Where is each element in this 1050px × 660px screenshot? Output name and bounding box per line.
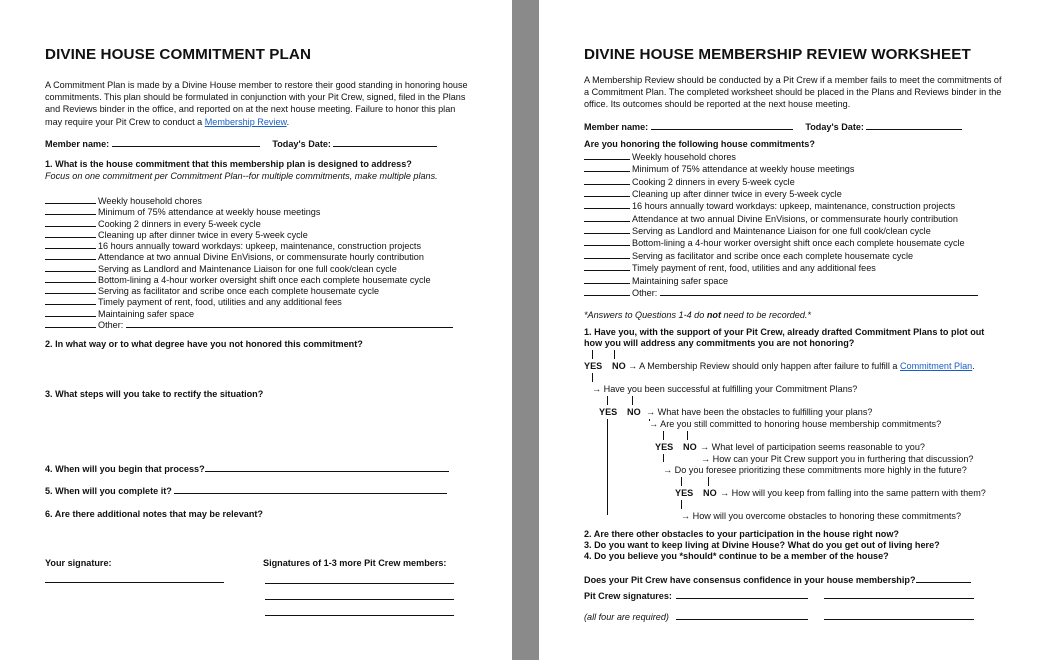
checklist-label: Serving as facilitator and scribe once each complete housemate cycle	[632, 250, 914, 261]
answers-note-bold: not	[706, 310, 721, 320]
page-title: DIVINE HOUSE COMMITMENT PLAN	[45, 46, 312, 63]
checklist-label: Serving as Landlord and Maintenance Liaison for one full cook/clean cycle	[632, 226, 931, 237]
flow-still-question: Are you still committed to honoring house membership commitments?	[660, 419, 942, 429]
checklist-label: Other:	[98, 319, 124, 330]
flow-no-3-question: What level of participation seems reasonable to you?	[711, 442, 925, 452]
answers-note-pre: *Answers to Questions 1-4 do	[584, 310, 707, 320]
flow-no-4: NO	[703, 488, 717, 498]
your-signature-line[interactable]	[45, 582, 224, 583]
other-field[interactable]	[126, 319, 453, 328]
commitment-plan-page	[0, 0, 512, 660]
checklist-item	[45, 274, 431, 286]
flow-support-question: How can your Pit Crew support you in furthering that discussion?	[712, 454, 974, 464]
checklist-blank[interactable]	[45, 206, 96, 215]
question-6: 6. Are there additional notes that may be relevant?	[45, 509, 263, 519]
checklist-item	[45, 218, 261, 230]
consensus-field[interactable]	[916, 574, 971, 583]
question-1-note: Focus on one commitment per Commitment Plan--for multiple commitments, make multiple plans.	[45, 171, 438, 181]
checklist-item	[584, 275, 728, 287]
checklist-label: Serving as facilitator and scribe once each complete housemate cycle	[98, 286, 380, 296]
flow-foresee-text	[663, 465, 967, 476]
membership-review-page	[539, 0, 1050, 660]
checklist-label: Cleaning up after dinner twice in every 5-week cycle	[632, 189, 842, 200]
checklist-label: Minimum of 75% attendance at weekly house meetings	[98, 207, 321, 218]
checklist-label: Cleaning up after dinner twice in every 5-week cycle	[98, 229, 308, 240]
flow-connector	[607, 396, 608, 405]
today-date-label: Today's Date:	[272, 139, 331, 149]
checklist-label: Attendance at two annual Divine EnVisions, or commensurate hourly contribution	[632, 213, 958, 224]
arrow-icon: →	[720, 488, 730, 498]
flow-connector	[592, 350, 593, 359]
checklist-label: Bottom-lining a 4-hour worker oversight shift once each complete housemate cycle	[632, 238, 965, 249]
flow-no-1-text	[628, 361, 975, 372]
checklist-item	[45, 251, 424, 263]
pit-crew-signature-line-1[interactable]	[676, 598, 808, 599]
question-2: 2. In what way or to what degree have you not honored this commitment?	[45, 339, 363, 349]
checklist-blank[interactable]	[45, 274, 96, 283]
checklist-item	[45, 229, 308, 241]
checklist-blank[interactable]	[45, 251, 96, 260]
member-name-row	[584, 121, 962, 133]
checklist-blank[interactable]	[584, 250, 630, 259]
checklist-item	[584, 188, 842, 200]
checklist-blank[interactable]	[584, 287, 630, 296]
checklist-item	[584, 250, 913, 262]
checklist-item	[584, 163, 854, 175]
checklist-item	[45, 195, 202, 207]
checklist-blank[interactable]	[584, 237, 630, 246]
flow-yes-1: YES	[584, 361, 603, 371]
checklist-label: Maintaining safer space	[632, 275, 729, 286]
all-four-required-note: (all four are required)	[584, 612, 669, 622]
other-field[interactable]	[660, 287, 978, 296]
today-date-label: Today's Date:	[805, 122, 864, 132]
crew-signatures-label: Signatures of 1-3 more Pit Crew members:	[263, 558, 447, 568]
question-2: 2. Are there other obstacles to your participation in the house right now?	[584, 529, 899, 539]
flow-yes-2: YES	[599, 407, 618, 417]
answers-note-post: need to be recorded.*	[720, 310, 811, 320]
flow-yes-3: YES	[655, 442, 674, 452]
checklist-label: Cooking 2 dinners in every 5-week cycle	[98, 218, 261, 229]
page-title: DIVINE HOUSE MEMBERSHIP REVIEW WORKSHEET	[584, 46, 971, 63]
flow-connector	[708, 477, 709, 486]
intro-text: A Commitment Plan is made by a Divine House member to restore their good standing in honoring house commitments. This plan should be formulated in conjunction with your Pit Crew, signed, filed in the Plans and Reviews binder in the office, and reported on at the next house meeting. Failure to honor this plan may require your Pit Crew to conduct a	[45, 80, 468, 127]
arrow-icon: →	[592, 384, 602, 394]
checklist-item	[45, 296, 342, 308]
crew-signature-line-1[interactable]	[265, 583, 454, 584]
flow-connector	[687, 431, 688, 440]
checklist-label: Cooking 2 dinners in every 5-week cycle	[632, 176, 795, 187]
checklist-label: Weekly household chores	[632, 152, 736, 162]
arrow-icon: →	[700, 442, 710, 452]
question-5: 5. When will you complete it?	[45, 486, 172, 496]
checklist-label: 16 hours annually toward workdays: upkeep, maintenance, construction projects	[98, 241, 422, 251]
intro-paragraph	[45, 79, 470, 128]
checklist-label: Weekly household chores	[98, 196, 202, 206]
checklist-item	[584, 225, 931, 237]
checklist-blank[interactable]	[584, 225, 630, 234]
checklist-label: Minimum of 75% attendance at weekly house meetings	[632, 164, 855, 175]
question-4-row	[45, 463, 449, 475]
intro-paragraph: A Membership Review should be conducted by a Pit Crew if a member fails to meet the commitments of a Commitment Plan. The completed worksheet should be placed in the Plans and Reviews binder in the office. Its outcomes should be reported at the next house meeting.	[584, 75, 1002, 110]
checklist-item	[45, 240, 421, 252]
flow-no-2-text	[646, 407, 872, 418]
question-4: 4. Do you believe you *should* continue to be a member of the house?	[584, 551, 889, 561]
flow-connector	[663, 431, 664, 440]
question-1-line-2: how you will address any commitments you are not honoring?	[584, 338, 855, 348]
flow-no-1: NO	[612, 361, 626, 371]
question-5-row	[45, 485, 447, 497]
flow-no-2: NO	[627, 407, 641, 417]
checklist-item	[45, 308, 194, 320]
flow-connector	[592, 373, 593, 382]
checklist-label: Other:	[632, 287, 658, 298]
question-5-field[interactable]	[174, 485, 447, 494]
checklist-blank[interactable]	[584, 262, 630, 271]
checklist-item	[584, 262, 876, 274]
checklist-item	[45, 263, 397, 275]
flow-connector	[681, 477, 682, 486]
checklist-blank[interactable]	[45, 296, 96, 305]
flow-overcome-text	[681, 511, 961, 522]
flow-yes-1-text	[592, 384, 857, 395]
checklist-label: Timely payment of rent, food, utilities and any additional fees	[632, 263, 876, 274]
checklist-blank[interactable]	[584, 176, 630, 185]
member-name-row	[45, 138, 437, 150]
commitment-plan-link[interactable]: Commitment Plan	[899, 361, 973, 371]
checklist-blank[interactable]	[584, 188, 630, 197]
checklist-blank[interactable]	[584, 200, 630, 209]
membership-review-link[interactable]: Membership Review	[204, 116, 287, 127]
checklist-blank[interactable]	[584, 163, 630, 172]
flow-connector	[681, 500, 682, 509]
arrow-icon: →	[681, 511, 691, 521]
flow-connector	[614, 350, 615, 359]
consensus-row	[584, 574, 971, 586]
arrow-icon: →	[646, 407, 656, 417]
flow-connector	[663, 454, 664, 462]
checklist-blank[interactable]	[45, 218, 96, 227]
checklist-item	[45, 206, 320, 218]
flow-no-2-question: What have been the obstacles to fulfilling your plans?	[657, 407, 873, 417]
question-1: 1. What is the house commitment that this membership plan is designed to address?	[45, 159, 412, 169]
member-name-field[interactable]	[651, 121, 793, 130]
crew-signature-line-3[interactable]	[265, 615, 454, 616]
checklist-label: 16 hours annually toward workdays: upkeep, maintenance, construction projects	[632, 201, 956, 212]
intro-end: .	[286, 116, 290, 127]
arrow-icon: →	[663, 465, 673, 475]
checklist-blank[interactable]	[584, 213, 630, 222]
question-4: 4. When will you begin that process?	[45, 464, 205, 474]
checklist-label: Serving as Landlord and Maintenance Liaison for one full cook/clean cycle	[98, 263, 397, 274]
flow-yes-4: YES	[675, 488, 694, 498]
flow-yes-1-question: Have you been successful at fulfilling your Commitment Plans?	[603, 384, 858, 394]
checklist-blank[interactable]	[45, 319, 96, 328]
answers-note	[584, 310, 811, 321]
checklist-blank[interactable]	[45, 308, 96, 317]
honoring-question: Are you honoring the following house commitments?	[584, 139, 815, 149]
checklist-label: Maintaining safer space	[98, 308, 195, 319]
flow-foresee-question: Do you foresee prioritizing these commitments more highly in the future?	[674, 465, 967, 475]
member-name-label: Member name:	[584, 122, 649, 132]
checklist-item	[45, 319, 453, 331]
flow-no-4-question: How will you keep from falling into the same pattern with them?	[731, 488, 986, 498]
consensus-question: Does your Pit Crew have consensus confidence in your house membership?	[584, 575, 916, 585]
today-date-field[interactable]	[866, 121, 962, 130]
checklist-label: Attendance at two annual Divine EnVisions, or commensurate hourly contribution	[98, 252, 424, 263]
checklist-blank[interactable]	[584, 151, 630, 160]
question-4-field[interactable]	[205, 463, 449, 472]
flow-support-text	[701, 454, 973, 465]
checklist-item	[584, 151, 736, 163]
pit-crew-signatures-label: Pit Crew signatures:	[584, 591, 672, 601]
checklist-label: Timely payment of rent, food, utilities and any additional fees	[98, 297, 342, 308]
pit-crew-signature-line-3[interactable]	[676, 619, 808, 620]
flow-no-3: NO	[683, 442, 697, 452]
member-name-field[interactable]	[112, 138, 260, 147]
flow-connector	[632, 396, 633, 405]
arrow-icon: →	[628, 361, 638, 371]
question-3: 3. Do you want to keep living at Divine House? What do you get out of living here?	[584, 540, 940, 550]
checklist-item	[584, 213, 958, 225]
crew-signature-line-2[interactable]	[265, 599, 454, 600]
arrow-icon: →	[701, 454, 711, 464]
checklist-item	[584, 176, 795, 188]
flow-still-text	[649, 419, 941, 430]
checklist-blank[interactable]	[45, 263, 96, 272]
flow-no-3-text	[700, 442, 925, 453]
checklist-blank[interactable]	[45, 229, 96, 238]
question-3: 3. What steps will you take to rectify the situation?	[45, 389, 264, 399]
checklist-blank[interactable]	[45, 195, 96, 204]
checklist-item	[584, 237, 965, 249]
pit-crew-signature-line-2[interactable]	[824, 598, 974, 599]
arrow-icon: →	[649, 419, 659, 429]
flow-no-4-text	[720, 488, 986, 499]
flow-connector	[607, 419, 608, 515]
checklist-blank[interactable]	[45, 285, 96, 294]
checklist-item	[584, 200, 955, 212]
checklist-blank[interactable]	[45, 240, 96, 249]
member-name-label: Member name:	[45, 139, 110, 149]
checklist-item	[45, 285, 379, 297]
checklist-label: Bottom-lining a 4-hour worker oversight shift once each complete housemate cycle	[98, 274, 431, 285]
flow-overcome-question: How will you overcome obstacles to honoring these commitments?	[692, 511, 962, 521]
checklist-blank[interactable]	[584, 275, 630, 284]
your-signature-label: Your signature:	[45, 558, 112, 568]
flow-no-1-pre: A Membership Review should only happen after failure to fulfill a	[639, 361, 898, 371]
question-1-line-1: 1. Have you, with the support of your Pit Crew, already drafted Commitment Plans to plot out	[584, 327, 985, 337]
pit-crew-signature-line-4[interactable]	[824, 619, 974, 620]
today-date-field[interactable]	[333, 138, 437, 147]
flow-no-1-post: .	[972, 361, 975, 371]
checklist-item	[584, 287, 978, 299]
